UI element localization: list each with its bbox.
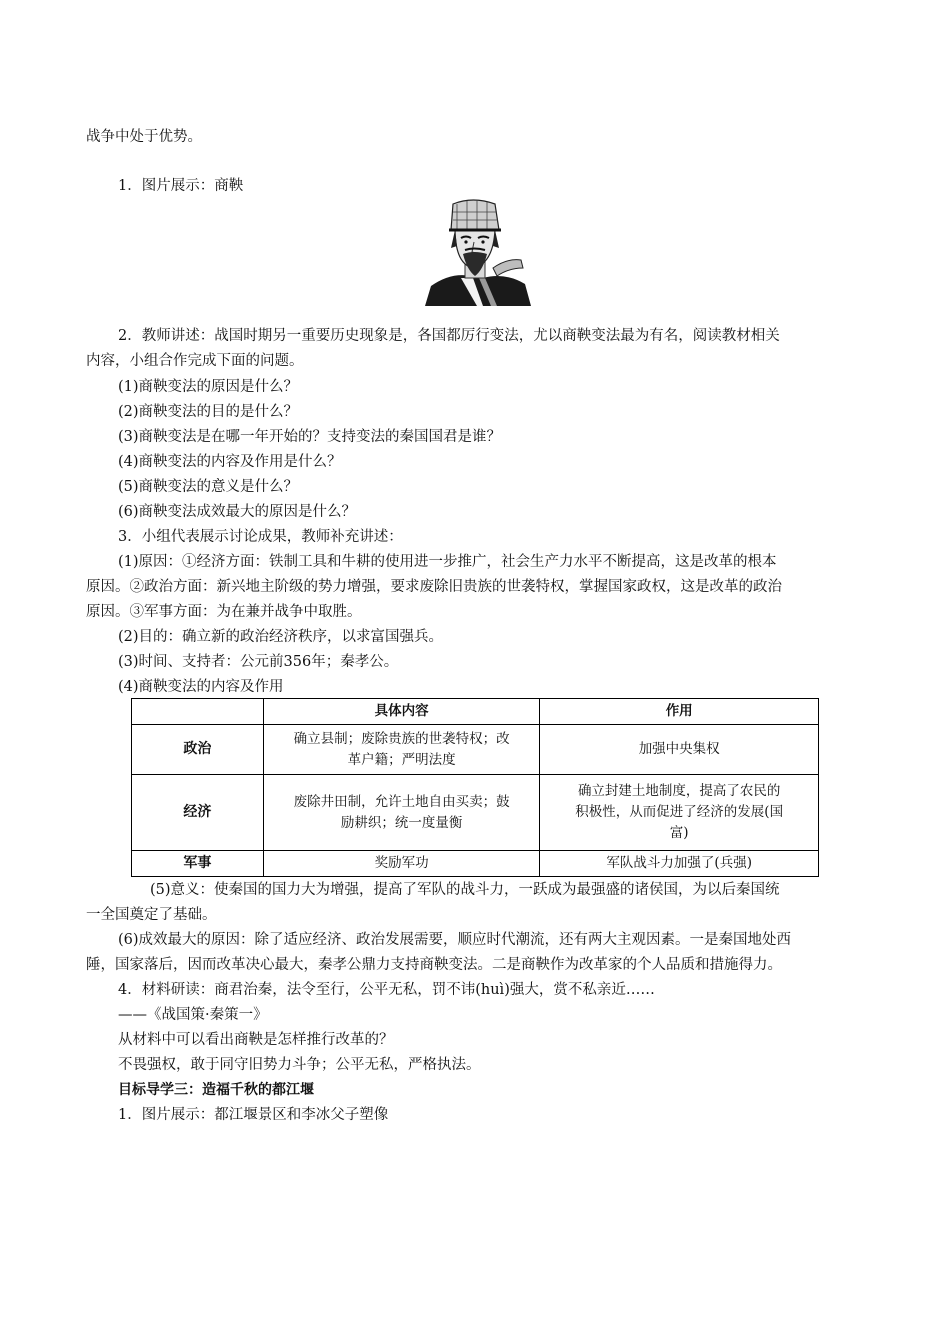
item-1-image-caption: 1．图片展示：商鞅 bbox=[118, 178, 244, 194]
table-row-field: 政治 bbox=[132, 725, 264, 775]
item-2-line-1: 2．教师讲述：战国时期另一重要历史现象是，各国都厉行变法，尤以商鞅变法最为有名，阅读教材相关 bbox=[118, 328, 780, 344]
table-row-field: 经济 bbox=[132, 775, 264, 851]
answer-1-line-3: 原因。③军事方面：为在兼并战争中取胜。 bbox=[86, 604, 362, 620]
question-4: (4)商鞅变法的内容及作用是什么？ bbox=[118, 454, 342, 470]
effect-line: 富) bbox=[669, 825, 689, 841]
paragraph-intro-tail: 战争中处于优势。 bbox=[86, 129, 202, 145]
question-1: (1)商鞅变法的原因是什么？ bbox=[118, 379, 299, 395]
answer-5-line-2: 一全国奠定了基础。 bbox=[86, 907, 217, 923]
table-header-blank bbox=[132, 699, 264, 725]
answer-3: (3)时间、支持者：公元前356年；秦孝公。 bbox=[118, 654, 399, 670]
table-row-content bbox=[263, 851, 540, 877]
item-2-line-2: 内容，小组合作完成下面的问题。 bbox=[86, 353, 304, 369]
answer-2: (2)目的：确立新的政治经济秩序，以求富国强兵。 bbox=[118, 629, 444, 645]
question-5: (5)商鞅变法的意义是什么？ bbox=[118, 479, 299, 495]
effect-line: 确立封建土地制度，提高了农民的 bbox=[577, 783, 781, 799]
table-header-effect: 作用 bbox=[540, 699, 819, 725]
table-row-effect bbox=[540, 725, 819, 775]
question-2: (2)商鞅变法的目的是什么？ bbox=[118, 404, 299, 420]
table-row-effect bbox=[540, 775, 819, 851]
content-line: 励耕织；统一度量衡 bbox=[340, 814, 463, 831]
table-row bbox=[132, 851, 819, 877]
question-6: (6)商鞅变法成效最大的原因是什么？ bbox=[118, 504, 357, 520]
content-line: 革户籍；严明法度 bbox=[347, 751, 456, 768]
table-header-row bbox=[132, 699, 819, 725]
table-row-effect bbox=[540, 851, 819, 877]
table-row-content bbox=[263, 775, 540, 851]
item-4-material: 4．材料研读：商君治秦，法令至行，公平无私，罚不讳(huì)强大，赏不私亲近…… bbox=[118, 982, 655, 998]
item-3-heading: 3．小组代表展示讨论成果，教师补充讲述： bbox=[118, 529, 403, 545]
answer-4-caption: (4)商鞅变法的内容及作用 bbox=[118, 679, 284, 695]
section-heading-goal-3: 目标导学三：造福千秋的都江堰 bbox=[118, 1082, 314, 1098]
answer-6-line-2: 陲，国家落后，因而改革决心最大，秦孝公鼎力支持商鞅变法。二是商鞅作为改革家的个人品质和措施得力。 bbox=[86, 957, 782, 973]
effect-line: 军队战斗力加强了(兵强) bbox=[606, 855, 752, 871]
answer-6-line-1: (6)成效最大的原因：除了适应经济、政治发展需要，顺应时代潮流，还有两大主观因素。一是秦国地处西 bbox=[118, 932, 792, 948]
answer-5-line-1: (5)意义：使秦国的国力大为增强，提高了军队的战斗力，一跃成为最强盛的诸侯国，为以后秦国统 bbox=[150, 882, 780, 898]
question-3: (3)商鞅变法是在哪一年开始的？支持变法的秦国国君是谁？ bbox=[118, 429, 502, 445]
table-row-field: 军事 bbox=[132, 851, 264, 877]
content-line: 确立县制；废除贵族的世袭特权；改 bbox=[293, 730, 510, 747]
table-row-content bbox=[263, 725, 540, 775]
answer-1-line-1: (1)原因：①经济方面：铁制工具和牛耕的使用进一步推广，社会生产力水平不断提高，这是改革的根本 bbox=[118, 554, 777, 570]
table-row bbox=[132, 775, 819, 851]
table-header-content: 具体内容 bbox=[263, 699, 540, 725]
shang-yang-portrait-image bbox=[421, 198, 533, 306]
effect-line: 积极性，从而促进了经济的发展(国 bbox=[575, 804, 784, 820]
content-line: 废除井田制，允许土地自由买卖；鼓 bbox=[293, 793, 510, 810]
goal-3-item-1: 1．图片展示：都江堰景区和李冰父子塑像 bbox=[118, 1107, 389, 1123]
answer-1-line-2: 原因。②政治方面：新兴地主阶级的势力增强，要求废除旧贵族的世袭特权，掌握国家政权，这是改革的政治 bbox=[86, 579, 782, 595]
reform-table bbox=[131, 698, 819, 877]
content-line: 奖励军功 bbox=[374, 855, 429, 871]
item-4-source: ——《战国策·秦策一》 bbox=[118, 1007, 268, 1023]
item-4-answer: 不畏强权，敢于同守旧势力斗争；公平无私，严格执法。 bbox=[118, 1057, 481, 1073]
table-row bbox=[132, 725, 819, 775]
item-4-question: 从材料中可以看出商鞅是怎样推行改革的？ bbox=[118, 1032, 394, 1048]
effect-line: 加强中央集权 bbox=[638, 741, 720, 757]
